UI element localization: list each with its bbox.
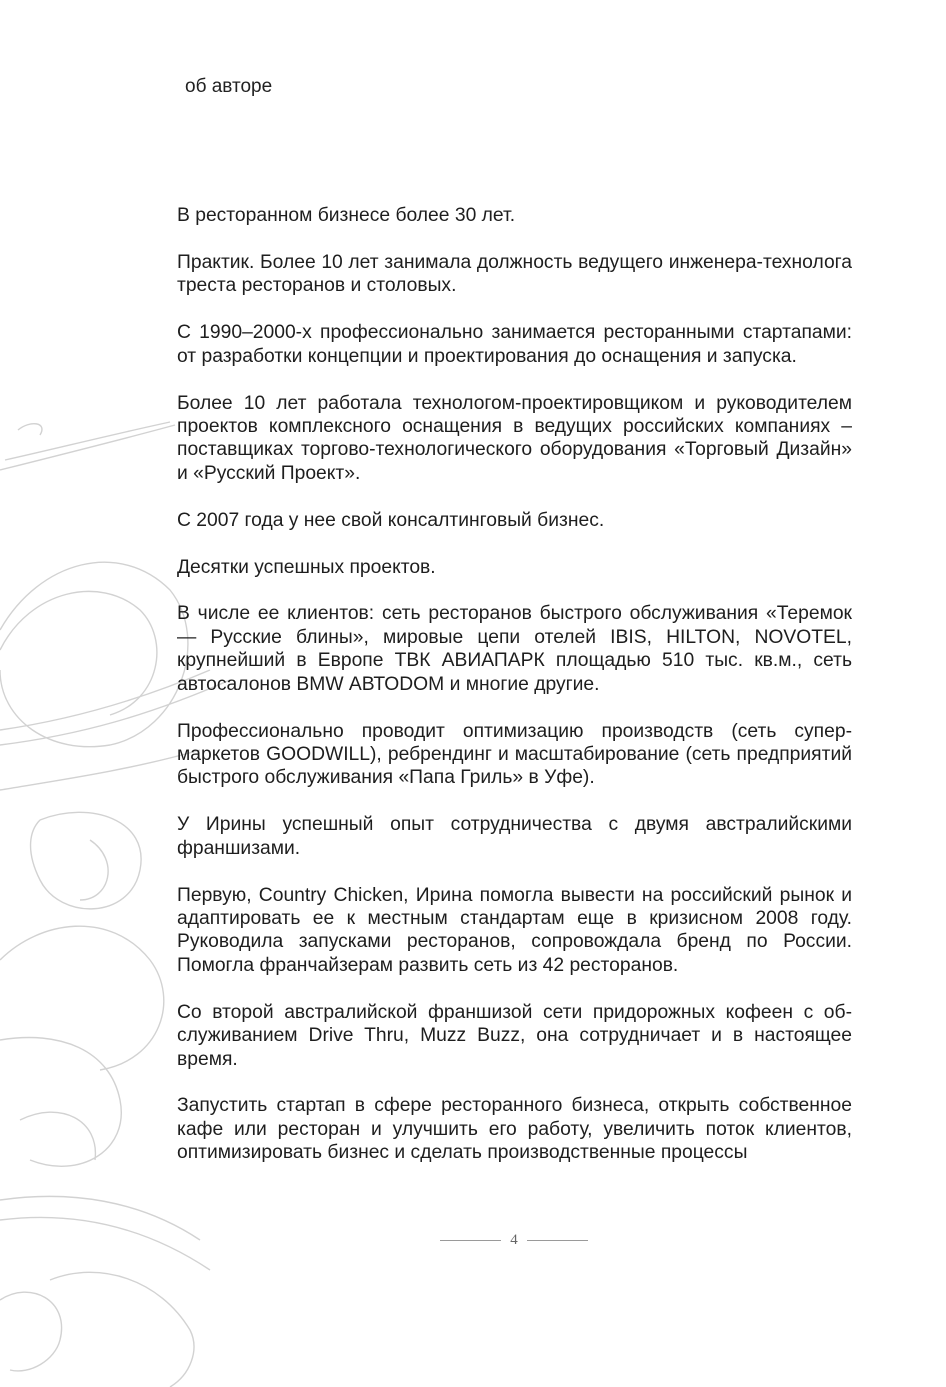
paragraph: В числе ее клиентов: сеть ресторанов быстрого обслуживания «Теремок — Русские блины», мировые цепи отелей IBIS, HILTON, NOVOTEL, крупнейший в Европе ТВК АВИАПАРК площадью 510 тыс. кв.м., сеть автосалонов BMW АВТОDOM и многие другие. <box>177 603 852 695</box>
paragraph: Запустить стартап в сфере ресторанного бизнеса, открыть собственное кафе или ресторан и улучшить его работу, увеличить поток клиентов, оптимизировать бизнес и сделать производственные процессы <box>177 1095 852 1164</box>
page-footer <box>440 1230 588 1250</box>
author-bio <box>177 204 852 1188</box>
footer-rule-left <box>440 1240 501 1241</box>
section-title: об авторе <box>185 76 273 97</box>
paragraph: Первую, Country Chicken, Ирина помогла вывести на российский рынок и адаптировать ее к местным стандартам еще в кризисном 2008 году. Руководила запусками ресторанов, сопровождала бренд по России. Помогла франчайзерам развить сеть из 42 ресторанов. <box>177 884 852 976</box>
paragraph: У Ирины успешный опыт сотрудничества с двумя австралийскими франшизами. <box>177 814 852 859</box>
paragraph: С 2007 года у нее свой консалтинговый бизнес. <box>177 509 605 531</box>
paragraph: С 1990–2000-х профессионально занимается ресторанными стартапами: от разработки концепции и проектирования до оснащения и запуска. <box>177 322 852 367</box>
footer-rule-right <box>527 1240 588 1241</box>
paragraph: Более 10 лет работала технологом-проектировщиком и руководителем проектов комплексного оснащения в ведущих российских компаниях – поставщиках торгово-технологического оборудования «Торговый Дизайн» и «Русский Проект». <box>177 392 852 484</box>
paragraph: Профессионально проводит оптимизацию производств (сеть супермаркетов GOODWILL), ребрендинг и масштабирование (сеть предприятий быстрого обслуживания «Папа Гриль» в Уфе). <box>177 720 852 789</box>
page-number: 4 <box>510 1231 518 1248</box>
paragraph: В ресторанном бизнесе более 30 лет. <box>177 205 516 226</box>
paragraph: Со второй австралийской франшизой сети придорожных кофеен с обслуживанием Drive Thru, Muzz Buzz, она сотрудничает и в настоящее время. <box>177 1001 852 1070</box>
paragraph: Десятки успешных проектов. <box>177 556 436 578</box>
paragraph: Практик. Более 10 лет занимала должность ведущего инженера-технолога треста ресторанов и столовых. <box>177 251 852 297</box>
